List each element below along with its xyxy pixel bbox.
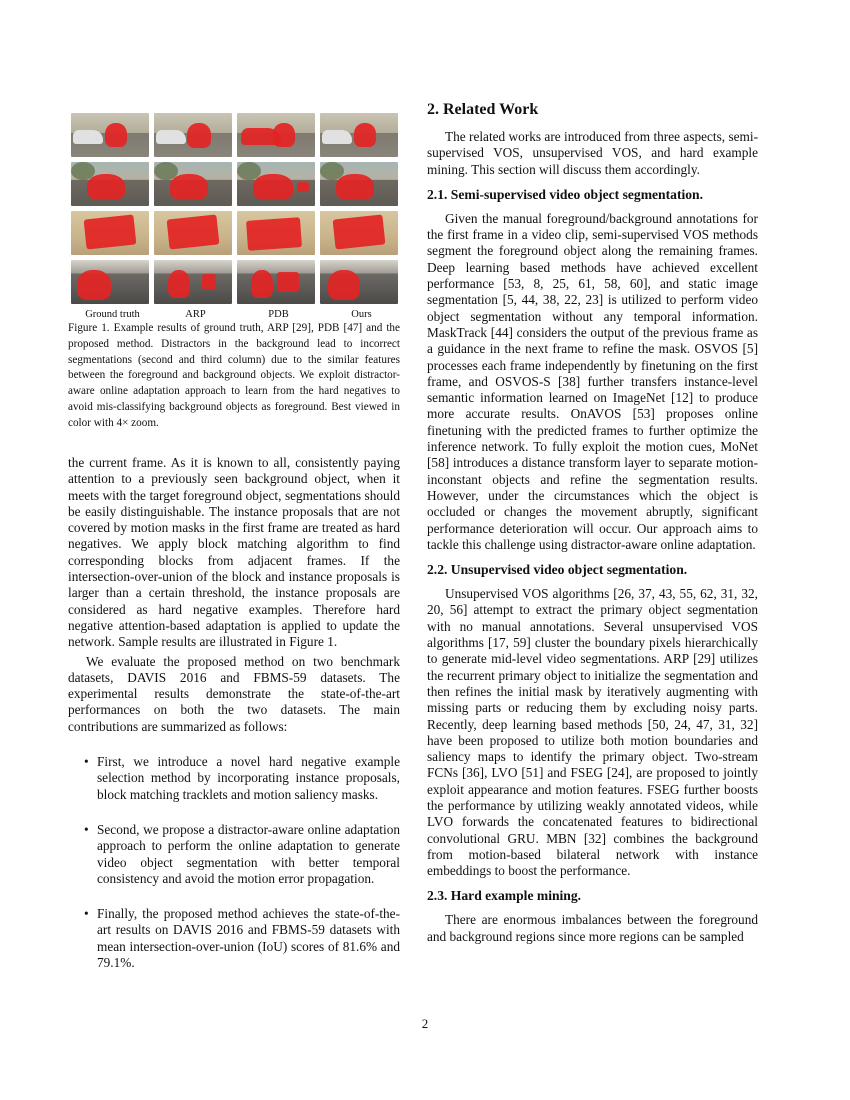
figure-image-grid bbox=[71, 113, 399, 304]
figure-1 bbox=[68, 113, 400, 432]
figure-label-arp: ARP bbox=[185, 309, 206, 320]
section-heading: 2. Related Work bbox=[427, 101, 539, 118]
contribution-text: First, we introduce a novel hard negative example selection method by incorporating instance proposals, block matching tracklets and motion saliency masks. bbox=[97, 754, 400, 802]
figure-thumbnail bbox=[320, 162, 398, 206]
figure-thumbnail bbox=[320, 260, 398, 304]
subsection-heading: 2.1. Semi-supervised video object segmentation. bbox=[427, 186, 704, 202]
right-column bbox=[427, 100, 758, 945]
figure-thumbnail bbox=[154, 162, 232, 206]
body-paragraph: There are enormous imbalances between the foreground and background regions since more regions can be sampled bbox=[427, 912, 758, 944]
list-item bbox=[68, 906, 400, 971]
figure-thumbnail bbox=[154, 113, 232, 157]
body-paragraph: Given the manual foreground/background annotations for the first frame in a video clip, semi-supervised VOS methods segment the foreground object along the remaining frames. Deep learning based methods have achieved excellent performance [53, 8, 25, 61, 58, 60], and static image segmentation [5, 44, 38, 22, 23] is utilized to perform video object segmentation without any temporal information. MaskTrack [44] considers the output of the previous frame as a guidance in the next frame to refine the mask. OSVOS [5] processes each frame independently by finetuning on the first frame, and OSVOS-S [38] further transfers instance-level semantic information learned on ImageNet [12] to produce more accurate results. OnAVOS [53] proposes online finetuning with the predicted frames to further optimize the inference network. To fully exploit the motion cues, MoNet [58] introduces a distance transform layer to separate motion-inconstant objects and refine the segmentation results. However, under the circumstances which the object is occluded or changes the movement abruptly, significant performance deterioration will occur. Our approach aims to tackle this challenge using distractor-aware online adaptation. bbox=[427, 210, 758, 552]
body-paragraph: We evaluate the proposed method on two benchmark datasets, DAVIS 2016 and FBMS-59 datasets. The experimental results demonstrate the state-of-the-art performances on both the two datasets. The main contributions are summarized as follows: bbox=[68, 653, 400, 734]
figure-label-ours: Ours bbox=[351, 309, 372, 320]
contribution-text: Finally, the proposed method achieves the state-of-the-art results on DAVIS 2016 and FBMS-59 datasets with mean intersection-over-union (IoU) scores of 81.6% and 79.1%. bbox=[97, 906, 400, 971]
left-column bbox=[68, 455, 400, 990]
figure-thumbnail bbox=[237, 260, 315, 304]
figure-thumbnail bbox=[71, 211, 149, 255]
figure-thumbnail bbox=[320, 113, 398, 157]
figure-thumbnail bbox=[237, 211, 315, 255]
page-number: 2 bbox=[421, 1016, 429, 1031]
figure-thumbnail bbox=[154, 260, 232, 304]
body-paragraph: The related works are introduced from three aspects, semi-supervised VOS, unsupervised VOS, and hard example mining. This section will discuss them accordingly. bbox=[427, 129, 758, 177]
figure-label-ground-truth: Ground truth bbox=[85, 309, 140, 320]
contribution-text: Second, we propose a distractor-aware online adaptation approach to perform the online adaptation to generate video object segmentation with better temporal consistency and avoid the motion error propagation. bbox=[97, 821, 400, 886]
figure-thumbnail bbox=[320, 211, 398, 255]
subsection-heading: 2.3. Hard example mining. bbox=[427, 888, 582, 904]
figure-column-labels bbox=[71, 309, 399, 320]
body-paragraph: Unsupervised VOS algorithms [26, 37, 43, 55, 62, 31, 32, 20, 56] attempt to extract the primary object segmentation with no manual annotations. Several unsupervised VOS algorithms [17, 59] cluster the boundary pixels hierarchically to generate mid-level video segmentations. ARP [29] utilizes the recurrent primary object to initialize the segmentation and then refines the initial mask by iteratively augmenting with missing parts or reducing them by excluding noisy parts. Recently, deep learning based methods [50, 24, 47, 31, 32] have been proposed to utilize both motion boundaries and saliency maps to identify the primary object. Two-stream FCNs [36], LVO [51] and FSEG [24], are proposed to jointly exploit appearance and motion features. FSEG further boosts the performance by utilizing weakly annotated videos, while LVO forwards the concatenated features to bidirectional convolutional GRU. MBN [32] combines the background from motion-based bilateral network with instance embeddings to boost the performance. bbox=[427, 586, 758, 879]
list-item bbox=[68, 754, 400, 803]
figure-thumbnail bbox=[237, 162, 315, 206]
figure-thumbnail bbox=[237, 113, 315, 157]
contributions-list bbox=[68, 754, 400, 971]
figure-thumbnail bbox=[154, 211, 232, 255]
body-paragraph: the current frame. As it is known to all, consistently paying attention to a previously seen background object, when it meets with the target foreground object, segmentations should be easily distinguishable. The instance proposals that are not covered by motion masks in the first frame are treated as hard negatives. We apply block matching algorithm to find corresponding blocks from adjacent frames. If the intersection-over-union of the block and instance proposals is larger than a certain threshold, the instance proposals are considered as hard negative examples. Therefore hard negative attention-based adaptation is applied to update the network. Sample results are illustrated in Figure 1. bbox=[68, 455, 400, 650]
figure-thumbnail bbox=[71, 260, 149, 304]
list-item bbox=[68, 822, 400, 887]
subsection-heading: 2.2. Unsupervised video object segmentation. bbox=[427, 562, 688, 578]
bullet-icon: • bbox=[84, 821, 89, 837]
figure-label-pdb: PDB bbox=[268, 309, 289, 320]
bullet-icon: • bbox=[84, 906, 89, 922]
figure-thumbnail bbox=[71, 113, 149, 157]
figure-thumbnail bbox=[71, 162, 149, 206]
bullet-icon: • bbox=[84, 754, 89, 770]
figure-caption: Figure 1. Example results of ground truth, ARP [29], PDB [47] and the proposed method. Distractors in the background lead to incorrect segmentations (second and third column) due to the similar features between the foreground and background objects. We exploit distractor-aware online adaptation approach to learn from the hard negatives to avoid mis-classifying background objects as foreground. Best viewed in color with 4× zoom. bbox=[68, 322, 400, 429]
